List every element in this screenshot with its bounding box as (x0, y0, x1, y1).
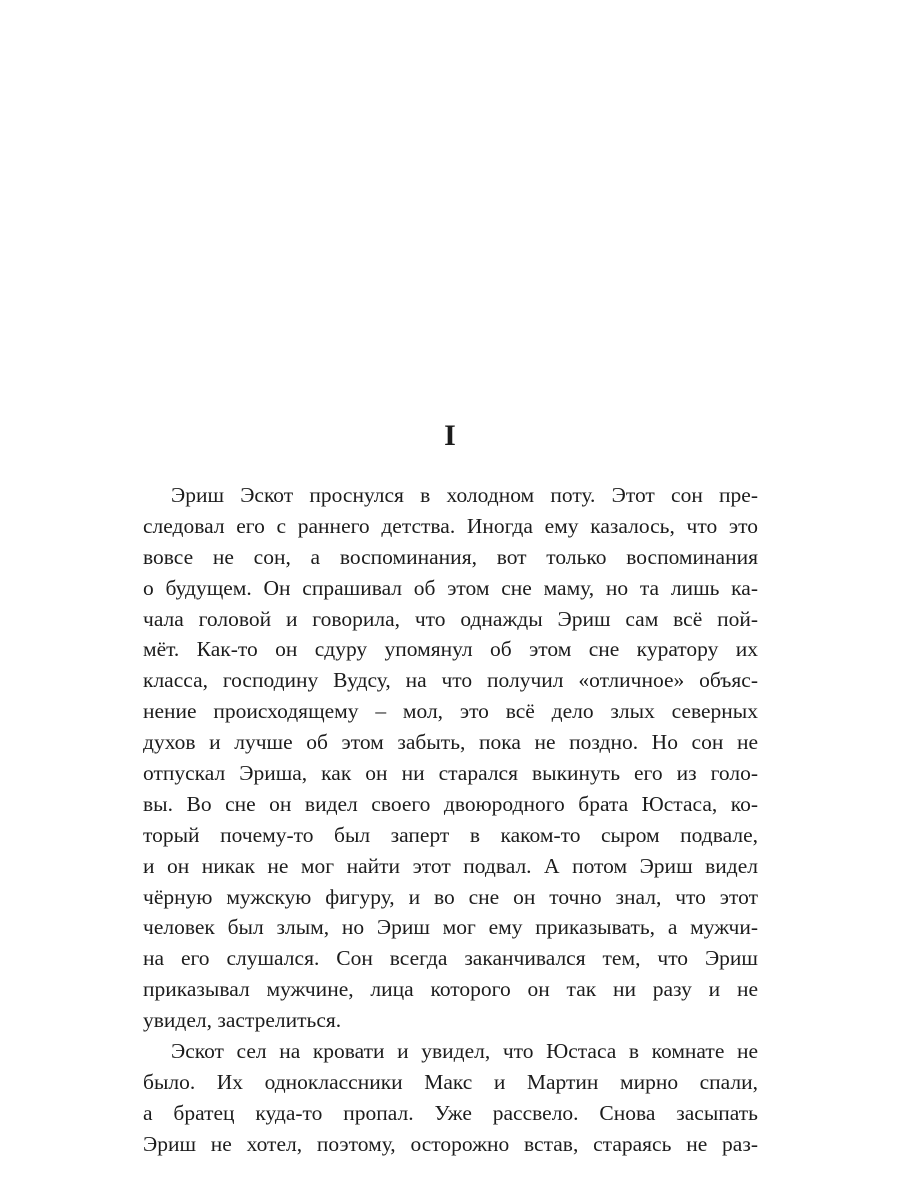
text-line: чала головой и говорила, что однажды Эриш сам всё пой- (143, 606, 758, 631)
text-line: отпускал Эриша, как он ни старался выкинуть его из голо- (143, 761, 758, 786)
text-line: было. Их одноклассники Макс и Мартин мирно спали, (143, 1069, 758, 1094)
text-line: мёт. Как-то он сдуру упомянул об этом сне куратору их (143, 637, 758, 662)
text-line: Эриш не хотел, поэтому, осторожно встав, стараясь не раз- (143, 1131, 758, 1156)
text-line: и он никак не мог найти этот подвал. А потом Эриш видел (143, 853, 758, 878)
text-line: чёрную мужскую фигуру, и во сне он точно знал, что этот (143, 884, 758, 909)
text-line: вовсе не сон, а воспоминания, вот только воспоминания (143, 544, 758, 569)
text-line: о будущем. Он спрашивал об этом сне маму, но та лишь ка- (143, 575, 758, 600)
text-line: Эскот сел на кровати и увидел, что Юстаса в комнате не (171, 1039, 758, 1064)
text-line: человек был злым, но Эриш мог ему приказывать, а мужчи- (143, 915, 758, 940)
text-line: на его слушался. Сон всегда заканчивался тем, что Эриш (143, 946, 758, 971)
text-line: торый почему-то был заперт в каком-то сыром подвале, (143, 822, 758, 847)
text-line: класса, господину Вудсу, на что получил «отличное» объяс- (143, 668, 758, 693)
chapter-heading: I (444, 419, 456, 452)
text-line: духов и лучше об этом забыть, пока не поздно. Но сон не (143, 730, 758, 755)
text-line: нение происходящему – мол, это всё дело злых северных (143, 699, 758, 724)
text-line: увидел, застрелиться. (143, 1008, 342, 1033)
text-line: Эриш Эскот проснулся в холодном поту. Этот сон пре- (171, 483, 758, 507)
text-line: следовал его с раннего детства. Иногда ему казалось, что это (143, 513, 758, 538)
text-line: а братец куда-то пропал. Уже рассвело. Снова засыпать (143, 1100, 758, 1125)
text-line: вы. Во сне он видел своего двоюродного брата Юстаса, ко- (143, 791, 758, 816)
chapter-body-text (143, 480, 758, 1160)
text-line: приказывал мужчине, лица которого он так ни разу и не (143, 977, 758, 1002)
